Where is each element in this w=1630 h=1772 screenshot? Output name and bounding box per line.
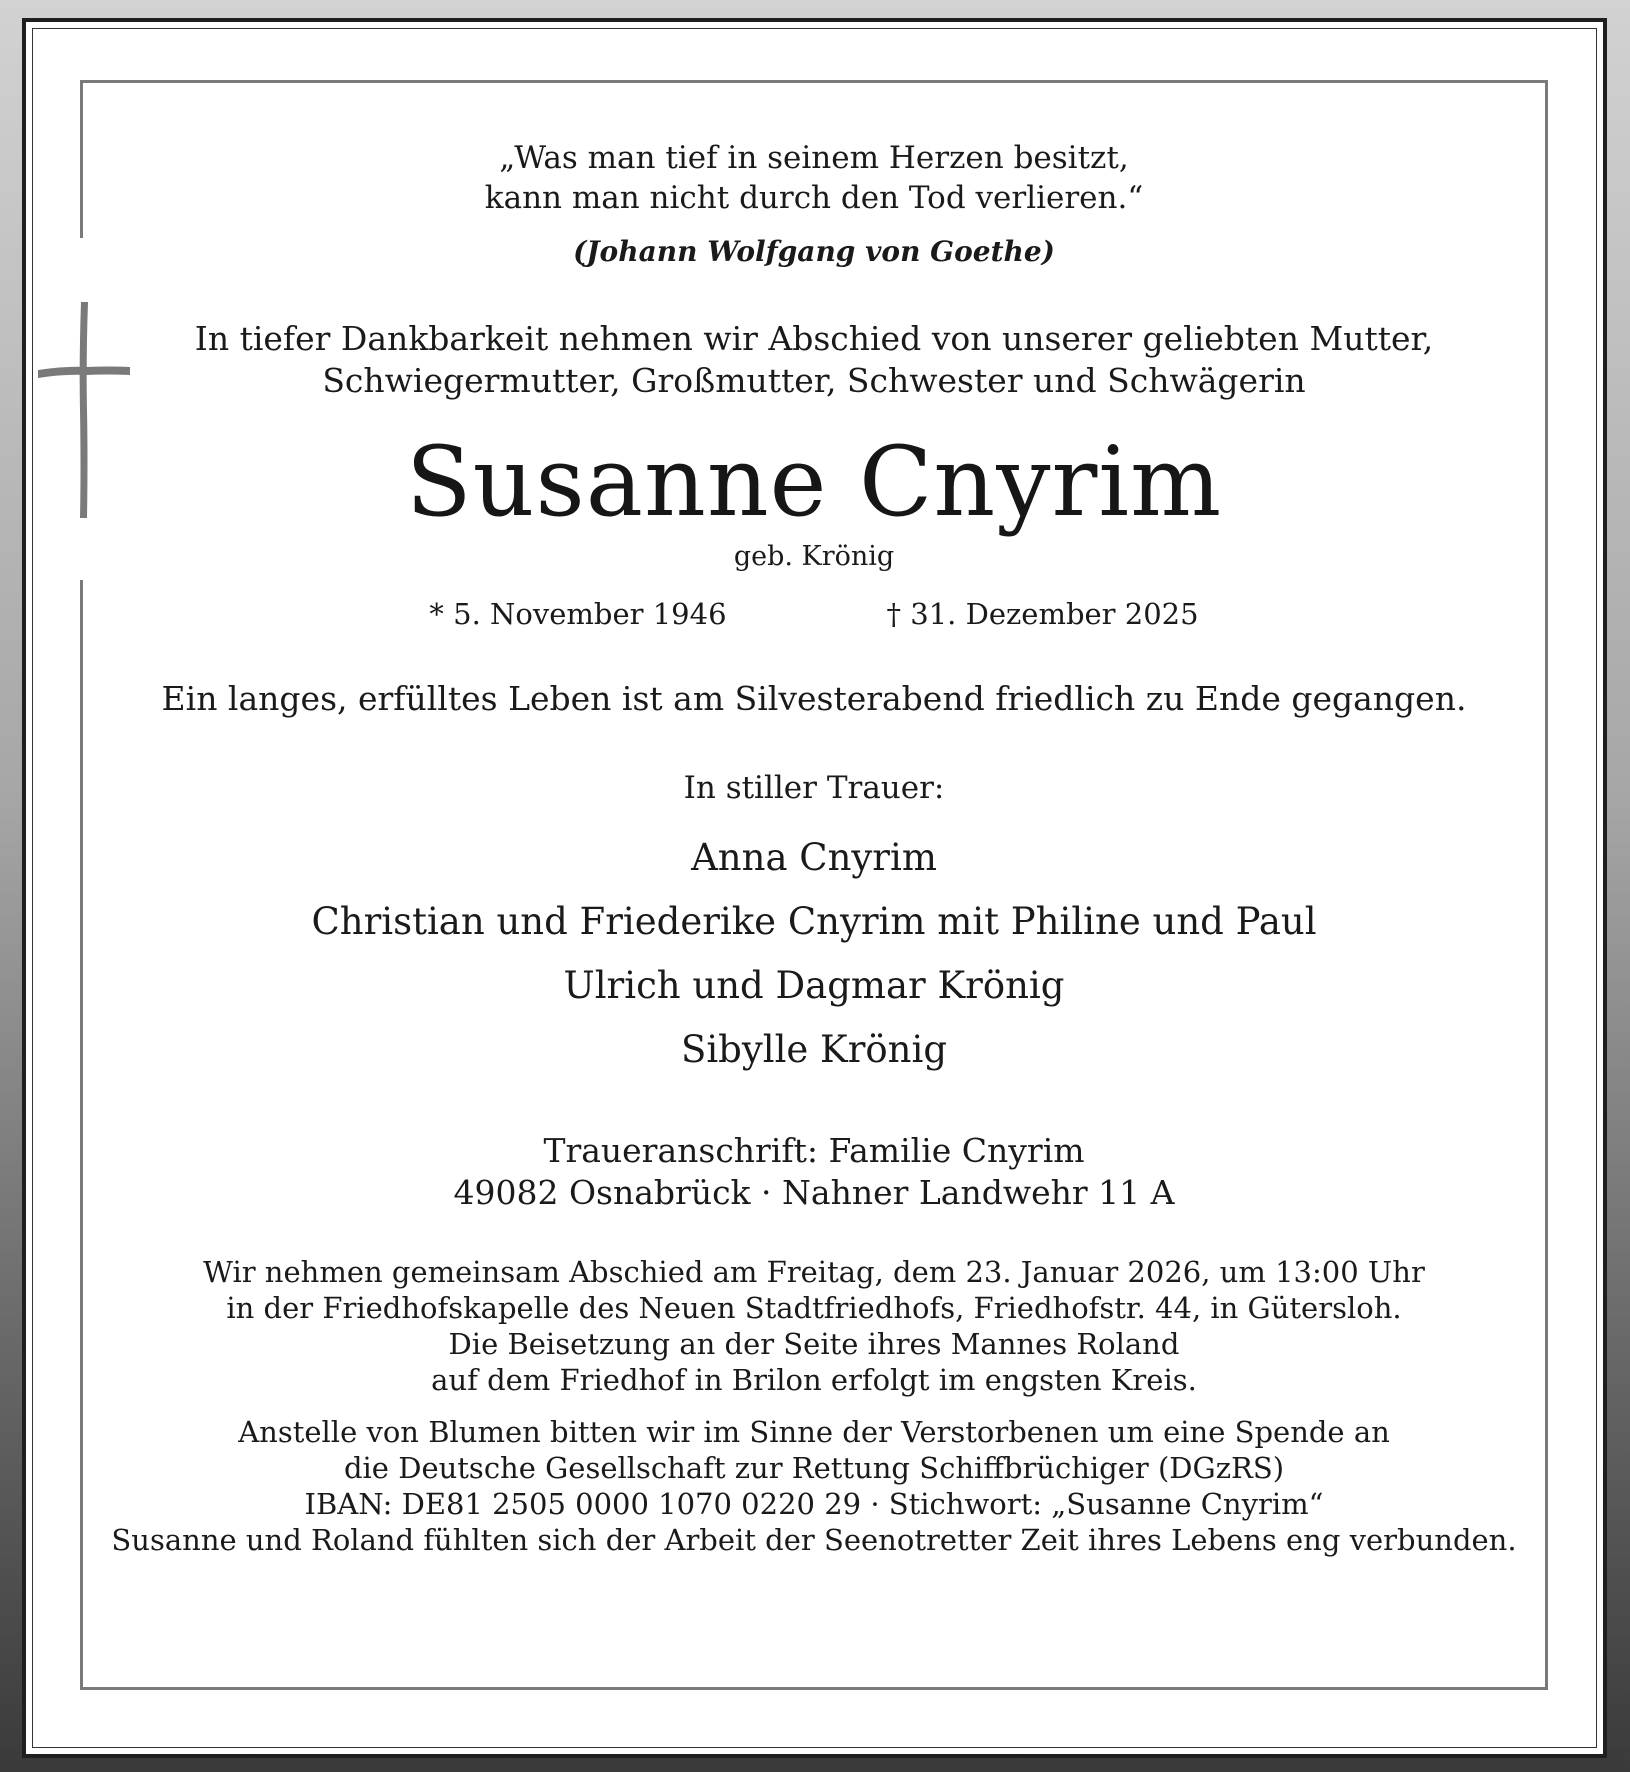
mourner: Sibylle Krönig (680, 1028, 948, 1071)
deceased-name: Susanne Cnyrim (405, 426, 1223, 538)
mourner: Anna Cnyrim (691, 836, 937, 879)
obituary-content (80, 80, 1548, 1558)
address-line: 49082 Osnabrück · Nahner Landwehr 11 A (453, 1173, 1175, 1212)
ceremony-line: Wir nehmen gemeinsam Abschied am Freitag, dem 23. Januar 2026, um 13:00 Uhr (203, 1255, 1425, 1289)
birth-name: geb. Krönig (733, 541, 895, 572)
intro-line: In tiefer Dankbarkeit nehmen wir Abschied von unserer geliebten Mutter, (194, 319, 1434, 358)
mourning-label: In stiller Trauer: (683, 770, 945, 806)
quote-line: kann man nicht durch den Tod verlieren.“ (484, 180, 1144, 216)
ceremony-line: auf dem Friedhof in Brilon erfolgt im engsten Kreis. (431, 1363, 1197, 1397)
mourning-address (80, 1130, 1548, 1214)
donation-line: Susanne und Roland fühlten sich der Arbeit der Seenotretter Zeit ihres Lebens eng verbunden. (111, 1523, 1517, 1557)
address-line: Traueranschrift: Familie Cnyrim (543, 1131, 1085, 1170)
life-sentence: Ein langes, erfülltes Leben ist am Silvesterabend friedlich zu Ende gegangen. (161, 679, 1467, 718)
life-dates (80, 596, 1548, 632)
ceremony-info (80, 1254, 1548, 1398)
mourner: Christian und Friederike Cnyrim mit Philine und Paul (311, 900, 1317, 943)
intro-text (80, 318, 1548, 402)
ceremony-line: in der Friedhofskapelle des Neuen Stadtfriedhofs, Friedhofstr. 44, in Gütersloh. (226, 1291, 1402, 1325)
donation-line: die Deutsche Gesellschaft zur Rettung Schiffbrüchiger (DGzRS) (343, 1451, 1285, 1485)
quote-line: „Was man tief in seinem Herzen besitzt, (499, 140, 1129, 176)
donation-info (80, 1414, 1548, 1558)
donation-line: IBAN: DE81 2505 0000 1070 0220 29 · Stichwort: „Susanne Cnyrim“ (304, 1487, 1324, 1521)
donation-line: Anstelle von Blumen bitten wir im Sinne der Verstorbenen um eine Spende an (238, 1415, 1390, 1449)
goethe-quote (80, 138, 1548, 218)
mourners-list (80, 826, 1548, 1082)
intro-line: Schwiegermutter, Großmutter, Schwester und Schwägerin (322, 361, 1306, 400)
ceremony-line: Die Beisetzung an der Seite ihres Mannes Roland (448, 1327, 1180, 1361)
quote-author: (Johann Wolfgang von Goethe) (573, 235, 1055, 268)
death-date: † 31. Dezember 2025 (886, 597, 1199, 631)
birth-date: * 5. November 1946 (429, 597, 727, 631)
mourner: Ulrich und Dagmar Krönig (563, 964, 1065, 1007)
